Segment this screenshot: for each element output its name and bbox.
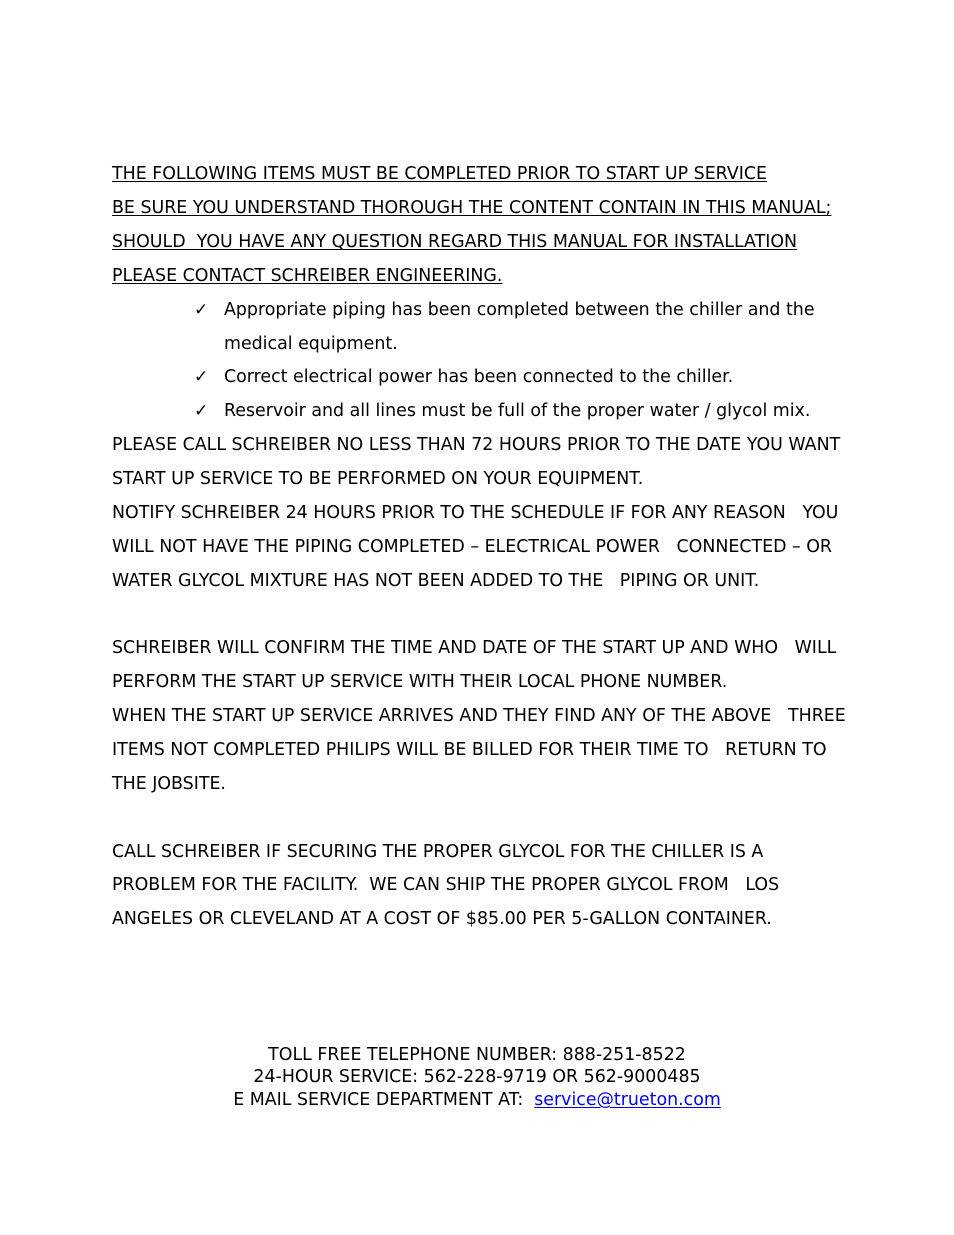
para1-line-3: NOTIFY SCHREIBER 24 HOURS PRIOR TO THE SCHEDULE IF FOR ANY REASON YOU [112,503,839,523]
email-link[interactable]: service@trueton.com [534,1090,721,1110]
heading-line-4: PLEASE CONTACT SCHREIBER ENGINEERING. [112,266,503,286]
checkmark-icon: ✓ [194,401,209,421]
para1-line-2: START UP SERVICE TO BE PERFORMED ON YOUR EQUIPMENT. [112,469,644,489]
heading-line-2: BE SURE YOU UNDERSTAND THOROUGH THE CONTENT CONTAIN IN THIS MANUAL; [112,198,832,218]
checklist-item-1-line-2: medical equipment. [224,334,398,354]
checklist-item-2: Correct electrical power has been connected to the chiller. [224,367,734,387]
para2-line-1: SCHREIBER WILL CONFIRM THE TIME AND DATE OF THE START UP AND WHO WILL [112,638,837,658]
para1-line-4: WILL NOT HAVE THE PIPING COMPLETED – ELECTRICAL POWER CONNECTED – OR [112,537,832,557]
checklist-item-1-line-1: Appropriate piping has been completed between the chiller and the [224,300,815,320]
para3-line-1: CALL SCHREIBER IF SECURING THE PROPER GLYCOL FOR THE CHILLER IS A [112,842,764,862]
checkmark-icon: ✓ [194,300,209,320]
footer-email-line [0,1089,954,1111]
para2-line-4: ITEMS NOT COMPLETED PHILIPS WILL BE BILLED FOR THEIR TIME TO RETURN TO [112,740,827,760]
heading-line-3: SHOULD YOU HAVE ANY QUESTION REGARD THIS MANUAL FOR INSTALLATION [112,232,798,252]
para1-line-1: PLEASE CALL SCHREIBER NO LESS THAN 72 HOURS PRIOR TO THE DATE YOU WANT [112,435,841,455]
footer-email-label: E MAIL SERVICE DEPARTMENT AT: [233,1090,535,1110]
heading-line-1: THE FOLLOWING ITEMS MUST BE COMPLETED PRIOR TO START UP SERVICE [112,164,767,184]
footer-24-hour-service: 24-HOUR SERVICE: 562-228-9719 OR 562-9000485 [253,1067,701,1087]
para2-line-3: WHEN THE START UP SERVICE ARRIVES AND THEY FIND ANY OF THE ABOVE THREE [112,706,846,726]
para2-line-2: PERFORM THE START UP SERVICE WITH THEIR LOCAL PHONE NUMBER. [112,672,728,692]
para3-line-3: ANGELES OR CLEVELAND AT A COST OF $85.00 PER 5-GALLON CONTAINER. [112,909,772,929]
checklist-item-3: Reservoir and all lines must be full of the proper water / glycol mix. [224,401,811,421]
footer-toll-free: TOLL FREE TELEPHONE NUMBER: 888-251-8522 [268,1045,686,1065]
para3-line-2: PROBLEM FOR THE FACILITY. WE CAN SHIP THE PROPER GLYCOL FROM LOS [112,875,780,895]
checkmark-icon: ✓ [194,367,209,387]
para2-line-5: THE JOBSITE. [112,774,226,794]
para1-line-5: WATER GLYCOL MIXTURE HAS NOT BEEN ADDED TO THE PIPING OR UNIT. [112,571,760,591]
